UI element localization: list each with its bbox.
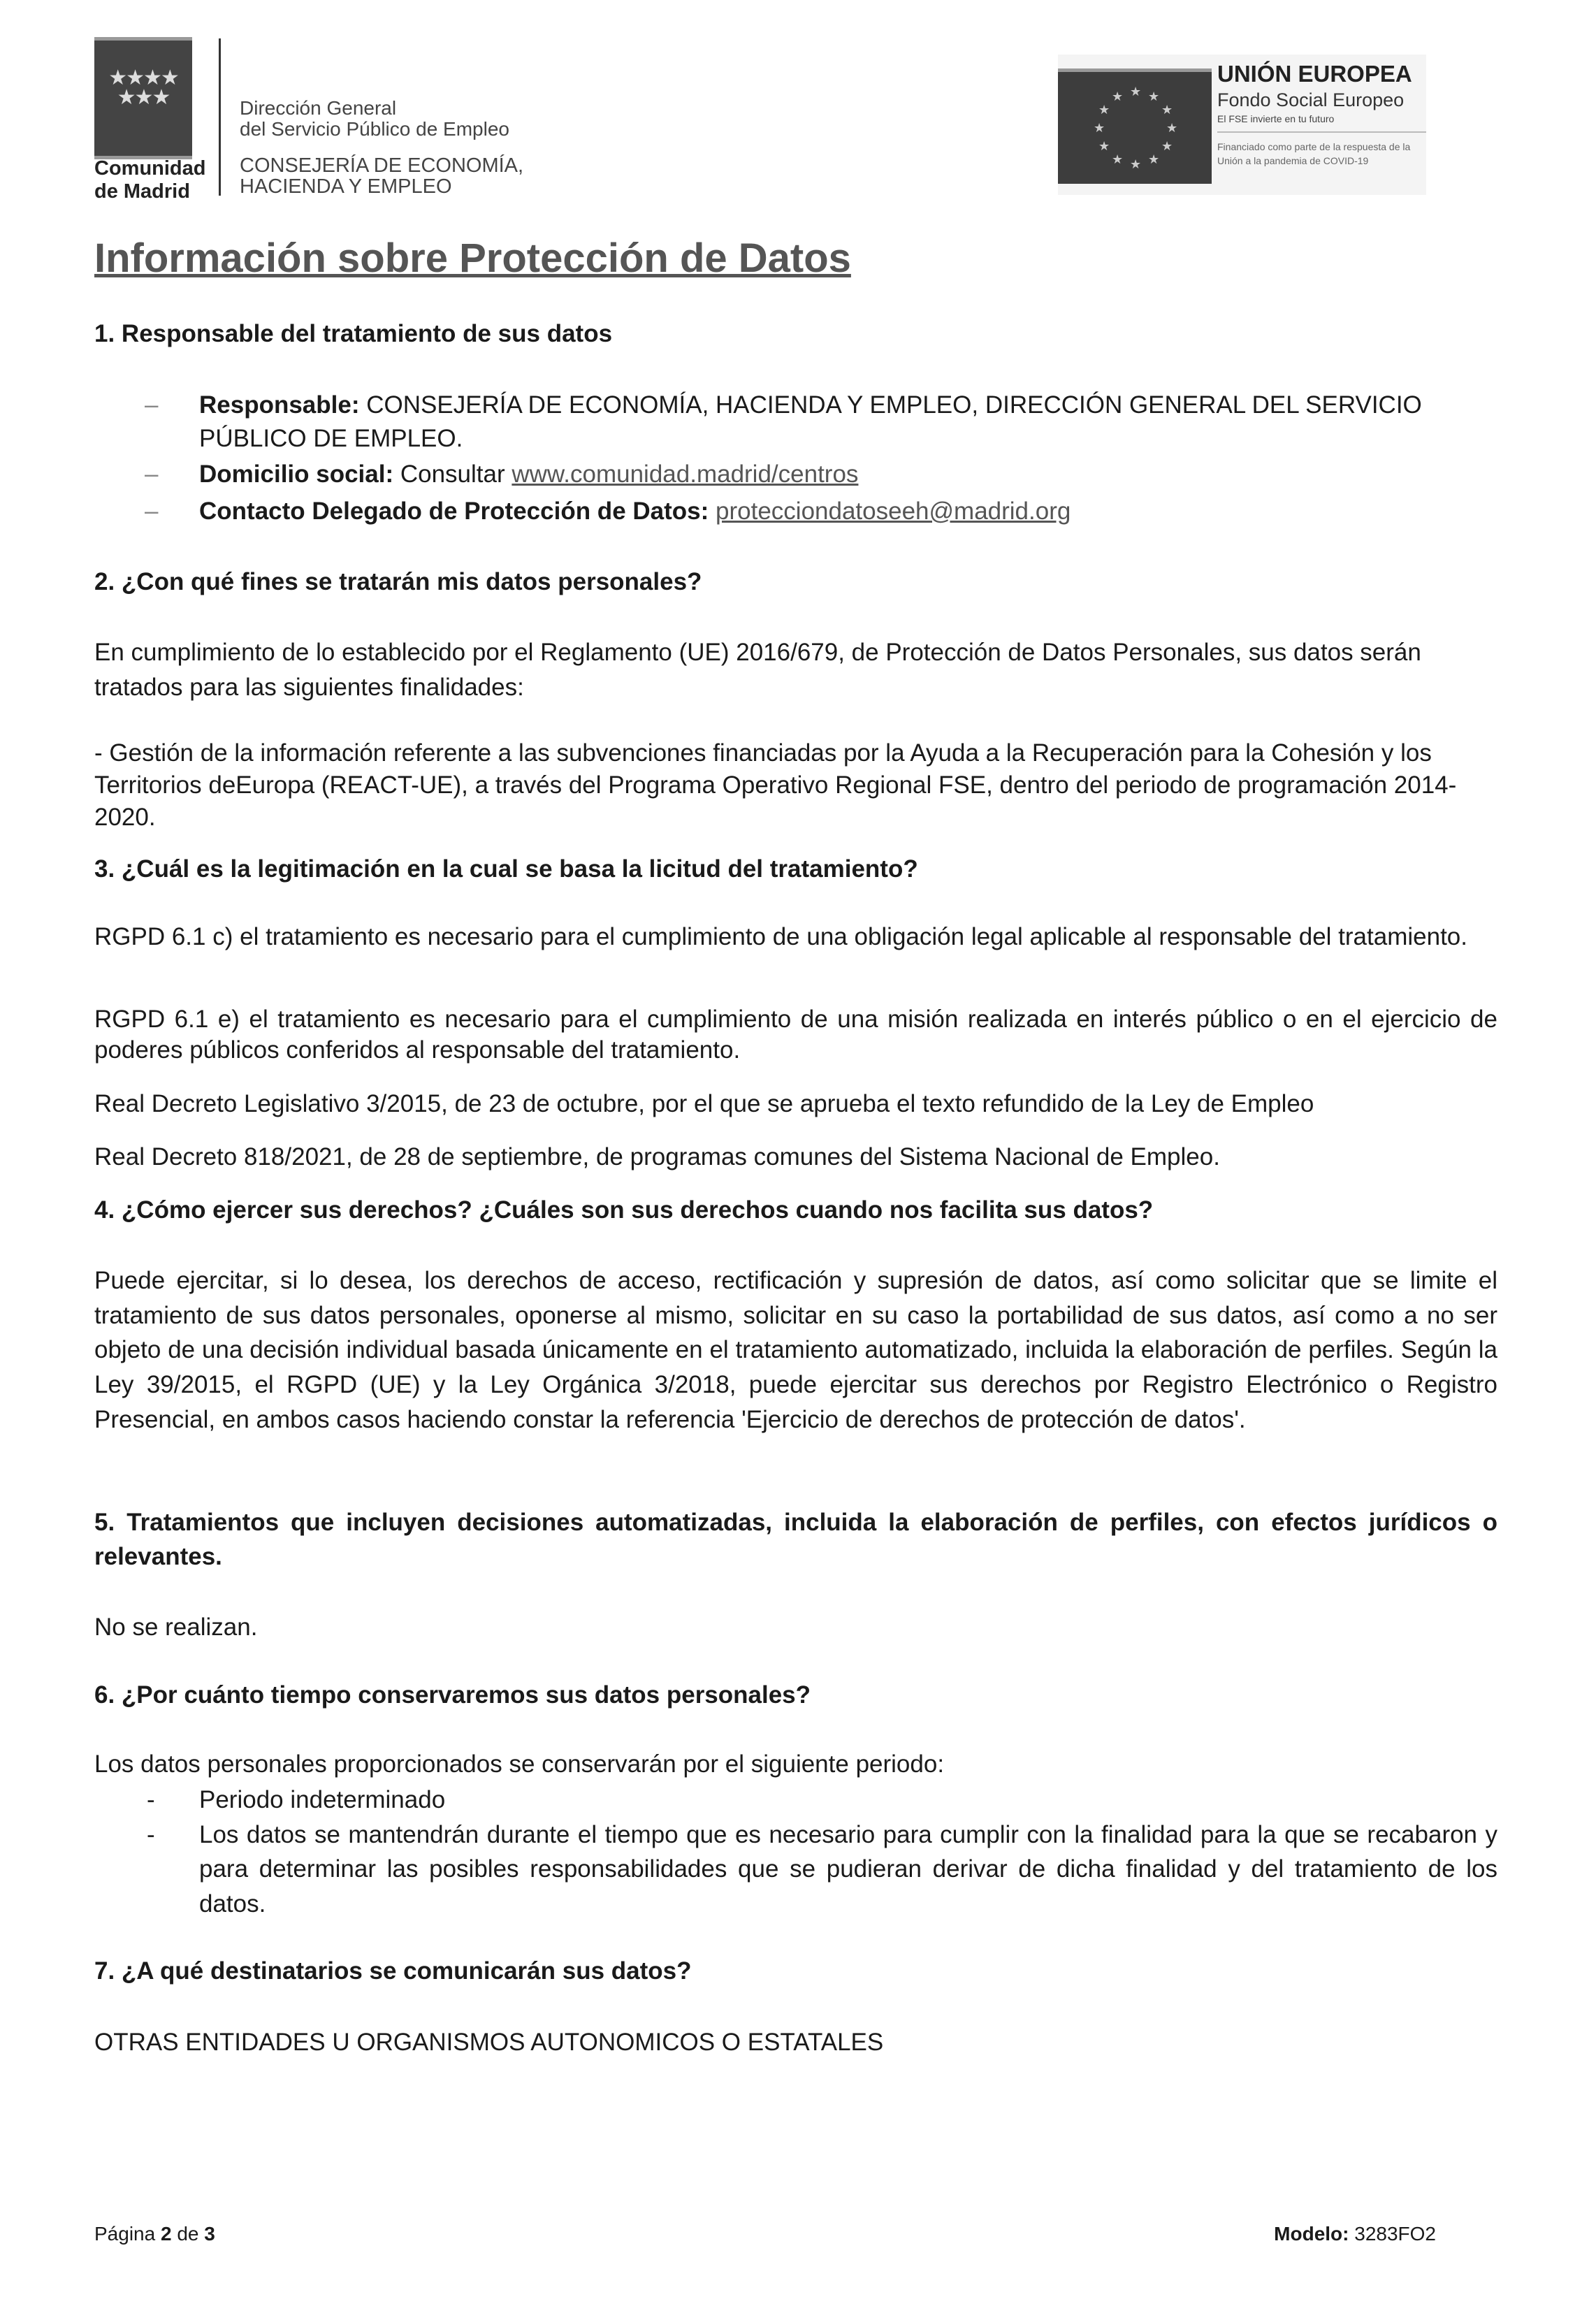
item-label: Contacto Delegado de Protección de Datos:	[199, 498, 709, 525]
list-item	[94, 1818, 1497, 1922]
page-of: de	[171, 2223, 205, 2245]
list-item	[94, 458, 1497, 491]
dash-icon: –	[145, 498, 159, 525]
section-4-paragraph: Puede ejercitar, si lo desea, los derechos de acceso, rectificación y supresión de datos, así como solicitar que se limite el tratamiento de sus datos personales, oponerse al mismo, solicitar en su caso la portabilidad de sus datos, así como a no ser objeto de una decisión individual basada únicamente en el tratamiento automatizado, incluida la elaboración de perfiles. Según la Ley 39/2015, el RGPD (UE) y la Ley Orgánica 3/2018, puede ejercitar sus derechos por Registro Electrónico o Registro Presencial, en ambos casos haciendo constar la referencia 'Ejercicio de derechos de protección de datos'.	[94, 1267, 1497, 1433]
consejeria-line: CONSEJERÍA DE ECONOMÍA,	[240, 154, 524, 177]
eu-star-icon: ★	[1098, 139, 1110, 153]
item-label: Responsable:	[199, 391, 360, 419]
eu-star-icon: ★	[1130, 157, 1142, 171]
section-6-heading: 6. ¿Por cuánto tiempo conservaremos sus datos personales?	[94, 1681, 811, 1709]
dg-line: Dirección General	[240, 97, 397, 119]
section-2-paragraph: En cumplimiento de lo establecido por el Reglamento (UE) 2016/679, de Protección de Datos Personales, sus datos serán tratados para las siguientes finalidades:	[94, 639, 1421, 701]
section-2-heading: 2. ¿Con qué fines se tratarán mis datos personales?	[94, 568, 702, 595]
eu-star-icon: ★	[1161, 103, 1173, 117]
page-footer	[94, 2220, 1436, 2248]
item-text: Periodo indeterminado	[199, 1786, 446, 1813]
eu-star-icon: ★	[1112, 152, 1124, 167]
eu-star-icon: ★	[1148, 89, 1160, 103]
divider	[1217, 131, 1426, 133]
page-current: 2	[160, 2223, 172, 2245]
item-text: Los datos se mantendrán durante el tiempo que es necesario para cumplir con la finalidad para la que se recabaron y para determinar las posibles responsabilidades que se pudieran derivar de dicha finalidad y del tratamiento de los datos.	[199, 1820, 1497, 1917]
section-3-paragraph: Real Decreto Legislativo 3/2015, de 23 de octubre, por el que se aprueba el texto refundido de la Ley de Empleo	[94, 1090, 1314, 1117]
model-number	[1274, 2220, 1436, 2248]
eu-note: Financiado como parte de la respuesta de la Unión a la pandemia de COVID-19	[1217, 141, 1411, 166]
centros-link[interactable]: www.comunidad.madrid/centros	[512, 461, 859, 488]
consejeria-line: HACIENDA Y EMPLEO	[240, 175, 452, 198]
eu-star-icon: ★	[1161, 139, 1173, 153]
eu-star-icon: ★	[1098, 103, 1110, 117]
eu-star-icon: ★	[1166, 121, 1178, 135]
section-3-heading: 3. ¿Cuál es la legitimación en la cual se basa la licitud del tratamiento?	[94, 855, 918, 883]
list-item	[94, 495, 1497, 528]
eu-flag-icon	[1058, 68, 1212, 184]
page-label: Página	[94, 2223, 161, 2245]
list-item	[94, 389, 1497, 456]
logo-text: Comunidad	[94, 157, 206, 180]
direccion-general	[240, 98, 509, 140]
dash-icon: –	[145, 391, 159, 419]
dpo-email-link[interactable]: protecciondatoseeh@madrid.org	[716, 498, 1071, 525]
section-2-paragraph: - Gestión de la información referente a las subvenciones financiadas por la Ayuda a la Recuperación para la Cohesión y los Territorios deEuropa (REACT-UE), a través del Programa Operativo Regional FSE, dentro del periodo de programación 2014-2020.	[94, 739, 1457, 831]
comunidad-madrid-logo	[94, 37, 192, 159]
section-1-list	[94, 389, 1497, 528]
section-3-paragraph: RGPD 6.1 c) el tratamiento es necesario para el cumplimiento de una obligación legal aplicable al responsable del tratamiento.	[94, 923, 1467, 950]
divider	[219, 38, 221, 196]
page-total: 3	[204, 2223, 215, 2245]
section-3-paragraph: Real Decreto 818/2021, de 28 de septiembre, de programas comunes del Sistema Nacional de Empleo.	[94, 1143, 1220, 1170]
item-label: Domicilio social:	[199, 461, 394, 488]
section-6-paragraph: Los datos personales proporcionados se conservarán por el siguiente periodo:	[94, 1750, 945, 1778]
dash-icon: -	[147, 1820, 155, 1848]
model-label: Modelo:	[1274, 2223, 1349, 2245]
eu-logo	[1058, 55, 1426, 195]
stars-icon: ★★★★ ★★★	[108, 66, 178, 109]
section-5-heading: 5. Tratamientos que incluyen decisiones automatizadas, incluida la elaboración de perfiles, con efectos jurídicos o relevantes.	[94, 1509, 1497, 1570]
page-number	[94, 2220, 215, 2248]
eu-fund: Fondo Social Europeo	[1217, 89, 1405, 110]
section-4-heading: 4. ¿Cómo ejercer sus derechos? ¿Cuáles son sus derechos cuando nos facilita sus datos?	[94, 1196, 1154, 1224]
eu-star-icon: ★	[1148, 152, 1160, 167]
item-text: CONSEJERÍA DE ECONOMÍA, HACIENDA Y EMPLEO, DIRECCIÓN GENERAL DEL SERVICIO PÚBLICO DE EMPLEO.	[199, 391, 1422, 452]
section-7-paragraph: OTRAS ENTIDADES U ORGANISMOS AUTONOMICOS O ESTATALES	[94, 2029, 884, 2056]
logo-text: de Madrid	[94, 180, 190, 203]
item-text: Consultar	[393, 461, 512, 488]
comunidad-madrid-name	[94, 157, 206, 203]
dash-icon: -	[147, 1786, 155, 1813]
dg-line: del Servicio Público de Empleo	[240, 118, 509, 140]
dash-icon: –	[145, 461, 159, 488]
eu-slogan: El FSE invierte en tu futuro	[1217, 113, 1335, 124]
page-title: Información sobre Protección de Datos	[94, 235, 851, 281]
section-6-list	[94, 1783, 1497, 1921]
item-text	[709, 498, 716, 525]
consejeria	[240, 155, 523, 197]
model-value: 3283FO2	[1349, 2223, 1436, 2245]
section-3-paragraph: RGPD 6.1 e) el tratamiento es necesario para el cumplimiento de una misión realizada en interés público o en el ejercicio de poderes públicos conferidos al responsable del tratamiento.	[94, 1006, 1497, 1064]
list-item	[94, 1783, 1497, 1818]
section-5-paragraph: No se realizan.	[94, 1614, 258, 1641]
section-7-heading: 7. ¿A qué destinatarios se comunicarán sus datos?	[94, 1957, 692, 1985]
eu-star-icon: ★	[1094, 121, 1105, 135]
eu-star-icon: ★	[1112, 89, 1124, 103]
eu-title: UNIÓN EUROPEA	[1217, 61, 1412, 87]
section-1-heading: 1. Responsable del tratamiento de sus datos	[94, 320, 613, 347]
eu-star-icon: ★	[1130, 85, 1142, 99]
